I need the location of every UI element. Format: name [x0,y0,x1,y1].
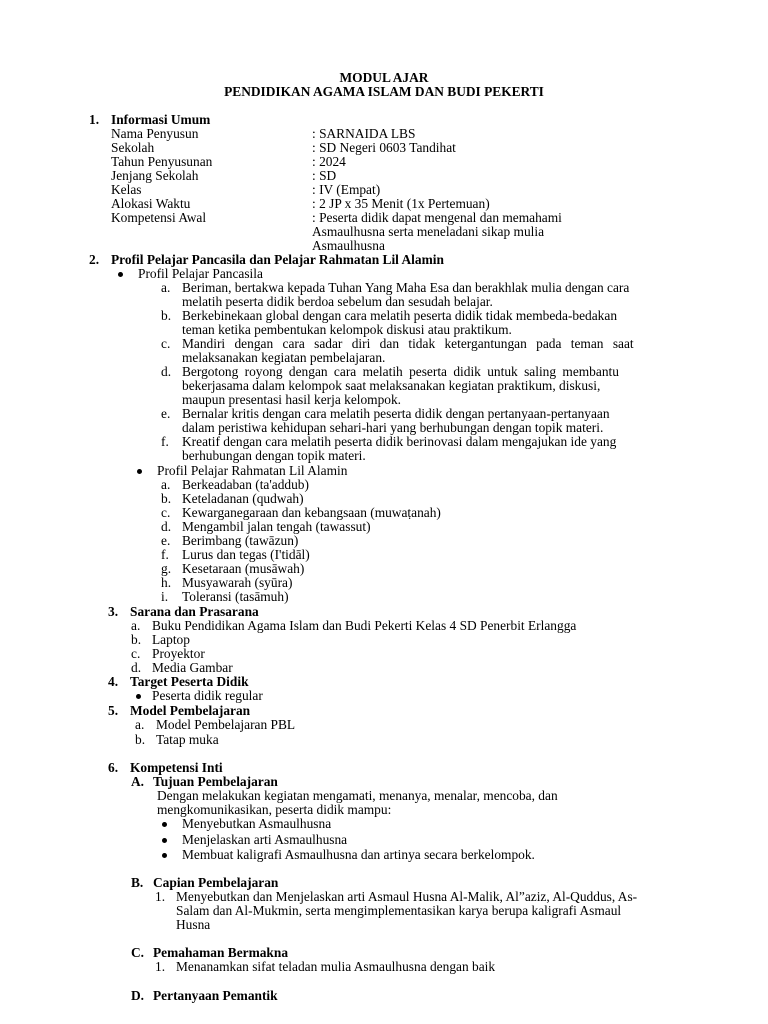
list-item-line: melatih peserta didik berdoa sebelum dan sesudah belajar. [182,294,493,309]
list-item: Berkeadaban (ta'addub) [182,477,309,492]
info-label: Sekolah [111,140,155,155]
list-item: Toleransi (tasāmuh) [182,589,289,604]
list-item-line: bekerjasama dalam kelompok saat melaksanakan kegiatan praktikum, diskusi, [182,378,601,393]
list-item-line: melaksanakan kegiatan pembelajaran. [182,350,386,365]
subsection-marker: A. [131,774,145,789]
list-item: Media Gambar [152,660,233,675]
list-marker: a. [161,477,171,492]
section-3-number: 3. [108,604,119,619]
subsection-title: Pemahaman Bermakna [153,945,289,960]
list-item: Menjelaskan arti Asmaulhusna [182,832,348,847]
list-marker: c. [161,336,171,351]
info-label: Alokasi Waktu [111,196,191,211]
profil-rahmatan-heading: Profil Pelajar Rahmatan Lil Alamin [157,463,348,478]
list-item: Keteladanan (qudwah) [182,491,304,506]
info-value: : SD Negeri 0603 Tandihat [312,140,456,155]
list-marker: e. [161,406,171,421]
section-4-number: 4. [108,674,119,689]
section-4-title: Target Peserta Didik [130,674,249,689]
subsection-marker: B. [131,875,144,890]
list-item-line: Bergotong royong dengan cara melatih peserta didik untuk saling membantu [182,364,619,379]
list-marker: d. [131,660,142,675]
section-5-number: 5. [108,703,119,718]
list-item: Laptop [152,632,190,647]
bullet-icon [136,694,141,699]
list-marker: d. [161,364,172,379]
info-label: Kompetensi Awal [111,210,207,225]
list-marker: 1. [155,959,166,974]
subsection-title: Pertanyaan Pemantik [153,988,278,1003]
list-marker: g. [161,561,172,576]
list-marker: f. [161,547,169,562]
list-item: Musyawarah (syūra) [182,575,293,590]
paragraph-line: Salam dan Al-Mukmin, serta mengimplementasikan karya berupa kaligrafi Asmaul [176,903,622,918]
info-value: : SD [312,168,337,183]
list-item-line: berhubungan dengan topik materi. [182,448,366,463]
section-1-number: 1. [89,112,100,127]
list-item-line: Bernalar kritis dengan cara melatih peserta didik dengan pertanyaan-pertanyaan [182,406,610,421]
list-marker: a. [161,280,171,295]
info-label: Jenjang Sekolah [111,168,199,183]
info-label: Kelas [111,182,142,197]
list-item-line: Kreatif dengan cara melatih peserta didik berinovasi dalam mengajukan ide yang [182,434,617,449]
bullet-icon [137,469,142,474]
list-item: Membuat kaligrafi Asmaulhusna dan artinya secara berkelompok. [182,847,535,862]
list-marker: c. [131,646,141,661]
bullet-icon [162,853,167,858]
list-marker: d. [161,519,172,534]
list-item: Menanamkan sifat teladan mulia Asmaulhusna dengan baik [176,959,496,974]
list-item: Berimbang (tawāzun) [182,533,299,548]
profil-pancasila-heading: Profil Pelajar Pancasila [138,266,263,281]
bullet-icon [162,838,167,843]
info-label: Tahun Penyusunan [111,154,213,169]
info-value: : Peserta didik dapat mengenal dan memahami [312,210,562,225]
list-item: Mengambil jalan tengah (tawassut) [182,519,371,534]
list-item: Buku Pendidikan Agama Islam dan Budi Pekerti Kelas 4 SD Penerbit Erlangga [152,618,577,633]
info-value: : 2 JP x 35 Menit (1x Pertemuan) [312,196,490,211]
list-item: Proyektor [152,646,205,661]
list-item: Menyebutkan Asmaulhusna [182,816,332,831]
info-value: : 2024 [312,154,346,169]
list-item: Kewarganegaraan dan kebangsaan (muwaṭanah) [182,505,441,520]
bullet-icon [162,822,167,827]
list-marker: 1. [155,889,166,904]
subsection-title: Tujuan Pembelajaran [153,774,278,789]
section-6-number: 6. [108,760,119,775]
section-3-title: Sarana dan Prasarana [130,604,259,619]
section-1-title: Informasi Umum [111,112,211,127]
paragraph-line: Dengan melakukan kegiatan mengamati, menanya, menalar, mencoba, dan [157,788,558,803]
section-6-title: Kompetensi Inti [130,760,223,775]
list-marker: b. [135,732,146,747]
subsection-title: Capian Pembelajaran [153,875,279,890]
document-subtitle: PENDIDIKAN AGAMA ISLAM DAN BUDI PEKERTI [224,84,544,99]
list-item: Tatap muka [156,732,219,747]
list-marker: b. [161,308,172,323]
list-marker: h. [161,575,172,590]
list-item-line: dalam peristiwa kehidupan sehari-hari yang berhubungan dengan topik materi. [182,420,604,435]
info-value: : IV (Empat) [312,182,381,197]
section-2-title: Profil Pelajar Pancasila dan Pelajar Rahmatan Lil Alamin [111,252,444,267]
section-2-number: 2. [89,252,100,267]
info-value: : SARNAIDA LBS [312,126,416,141]
paragraph-line: Menyebutkan dan Menjelaskan arti Asmaul Husna Al-Malik, Al”aziz, Al-Quddus, As- [176,889,638,904]
list-marker: a. [131,618,141,633]
bullet-icon [118,272,123,277]
list-item-line: Berkebinekaan global dengan cara melatih peserta didik tidak membeda-bedakan [182,308,618,323]
list-marker: b. [131,632,142,647]
list-item: Peserta didik regular [152,688,263,703]
list-marker: f. [161,434,169,449]
info-value-continued: Asmaulhusna serta meneladani sikap mulia [312,224,545,239]
list-item: Lurus dan tegas (I'tidāl) [182,547,310,562]
subsection-marker: D. [131,988,145,1003]
list-item-line: Beriman, bertakwa kepada Tuhan Yang Maha Esa dan berakhlak mulia dengan cara [182,280,630,295]
info-value-continued: Asmaulhusna [312,238,385,253]
info-label: Nama Penyusun [111,126,199,141]
list-marker: b. [161,491,172,506]
list-item-line: Mandiri dengan cara sadar diri dan tidak ketergantungan pada teman saat [182,336,634,351]
list-marker: c. [161,505,171,520]
paragraph-line: mengkomunikasikan, peserta didik mampu: [157,802,392,817]
list-marker: i. [161,589,169,604]
list-item: Model Pembelajaran PBL [156,717,296,732]
document-title: MODUL AJAR [339,70,429,85]
paragraph-line: Husna [176,917,211,932]
subsection-marker: C. [131,945,145,960]
section-5-title: Model Pembelajaran [130,703,251,718]
list-item-line: teman ketika pembentukan kelompok diskusi atau praktikum. [182,322,512,337]
list-marker: a. [135,717,145,732]
list-item-line: maupun presentasi hasil kerja kelompok. [182,392,402,407]
list-marker: e. [161,533,171,548]
list-item: Kesetaraan (musāwah) [182,561,305,576]
